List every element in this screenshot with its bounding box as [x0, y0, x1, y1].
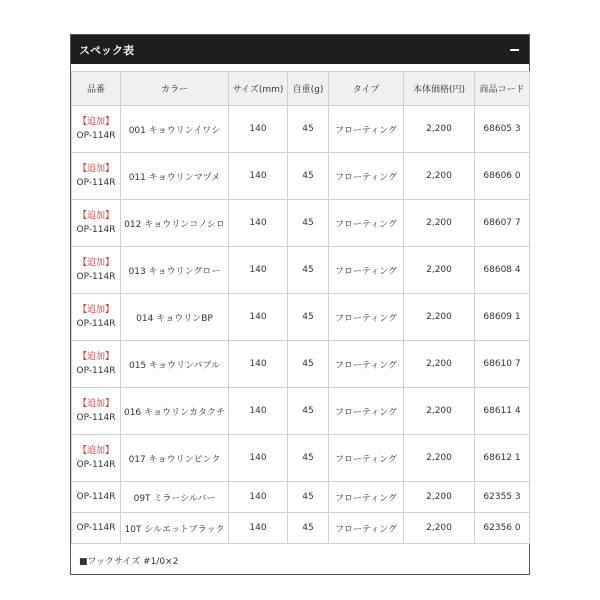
weight-cell: 45 [288, 200, 329, 247]
spec-panel [70, 34, 530, 575]
size-cell: 140 [229, 153, 288, 200]
table-row [72, 482, 530, 513]
table-row [72, 153, 530, 200]
collapse-icon[interactable] [510, 49, 519, 51]
type-cell: フローティング [329, 513, 404, 544]
product-code-cell: 68612 1 [475, 435, 530, 482]
table-row [72, 294, 530, 341]
type-cell: フローティング [329, 482, 404, 513]
color-cell: 013 キョウリングロー [121, 247, 229, 294]
type-cell: フローティング [329, 200, 404, 247]
weight-cell: 45 [288, 341, 329, 388]
table-row [72, 388, 530, 435]
size-cell: 140 [229, 482, 288, 513]
header-size: サイズ(mm) [229, 72, 288, 106]
part-number: OP-114R [76, 366, 116, 376]
new-tag: 【追加】 [77, 258, 114, 268]
type-cell: フローティング [329, 388, 404, 435]
new-tag: 【追加】 [77, 117, 114, 127]
table-row [72, 513, 530, 544]
color-cell: 016 キョウリンカタクチ [121, 388, 229, 435]
size-cell: 140 [229, 200, 288, 247]
weight-cell: 45 [288, 435, 329, 482]
type-cell: フローティング [329, 153, 404, 200]
header-price: 本体価格(円) [404, 72, 475, 106]
weight-cell: 45 [288, 106, 329, 153]
color-cell: 012 キョウリンコノシロ [121, 200, 229, 247]
part-number: OP-114R [76, 460, 116, 470]
part-number: OP-114R [76, 413, 116, 423]
weight-cell: 45 [288, 482, 329, 513]
price-cell: 2,200 [404, 200, 475, 247]
weight-cell: 45 [288, 513, 329, 544]
part-number-cell: OP-114R [72, 513, 121, 544]
header-part-number: 品番 [72, 72, 121, 106]
size-cell: 140 [229, 106, 288, 153]
color-cell: 09T ミラーシルバー [121, 482, 229, 513]
type-cell: フローティング [329, 247, 404, 294]
type-cell: フローティング [329, 294, 404, 341]
type-cell: フローティング [329, 435, 404, 482]
new-tag: 【追加】 [77, 164, 114, 174]
table-header-row [72, 72, 530, 106]
part-number-cell [72, 388, 121, 435]
product-code-cell: 68608 4 [475, 247, 530, 294]
product-code-cell: 62356 0 [475, 513, 530, 544]
table-row [72, 341, 530, 388]
part-number-cell [72, 200, 121, 247]
new-tag: 【追加】 [77, 305, 114, 315]
table-row [72, 435, 530, 482]
size-cell: 140 [229, 388, 288, 435]
part-number-cell [72, 153, 121, 200]
size-cell: 140 [229, 341, 288, 388]
header-weight: 自重(g) [288, 72, 329, 106]
price-cell: 2,200 [404, 482, 475, 513]
weight-cell: 45 [288, 388, 329, 435]
header-product-code: 商品コード [475, 72, 530, 106]
new-tag: 【追加】 [77, 446, 114, 456]
product-code-cell: 68610 7 [475, 341, 530, 388]
panel-header [71, 35, 529, 64]
table-row [72, 247, 530, 294]
part-number-cell [72, 435, 121, 482]
part-number-cell [72, 294, 121, 341]
panel-title: スペック表 [79, 43, 134, 57]
part-number-cell [72, 106, 121, 153]
header-type: タイプ [329, 72, 404, 106]
color-cell: 001 キョウリンイワシ [121, 106, 229, 153]
weight-cell: 45 [288, 247, 329, 294]
part-number: OP-114R [76, 131, 116, 141]
part-number: OP-114R [76, 225, 116, 235]
color-cell: 011 キョウリンマヅメ [121, 153, 229, 200]
part-number: OP-114R [76, 319, 116, 329]
header-color: カラー [121, 72, 229, 106]
price-cell: 2,200 [404, 153, 475, 200]
product-code-cell: 68605 3 [475, 106, 530, 153]
color-cell: 015 キョウリンパブル [121, 341, 229, 388]
part-number: OP-114R [76, 272, 116, 282]
table-row [72, 200, 530, 247]
price-cell: 2,200 [404, 435, 475, 482]
new-tag: 【追加】 [77, 352, 114, 362]
hook-size-note: ■フックサイズ #1/0×2 [79, 557, 179, 567]
new-tag: 【追加】 [77, 399, 114, 409]
type-cell: フローティング [329, 341, 404, 388]
part-number: OP-114R [76, 178, 116, 188]
color-cell: 017 キョウリンピンク [121, 435, 229, 482]
price-cell: 2,200 [404, 106, 475, 153]
price-cell: 2,200 [404, 341, 475, 388]
type-cell: フローティング [329, 106, 404, 153]
product-code-cell: 68609 1 [475, 294, 530, 341]
part-number-cell [72, 341, 121, 388]
size-cell: 140 [229, 294, 288, 341]
product-code-cell: 62355 3 [475, 482, 530, 513]
spec-table-wrap [71, 71, 529, 544]
product-code-cell: 68606 0 [475, 153, 530, 200]
part-number-cell: OP-114R [72, 482, 121, 513]
table-row [72, 106, 530, 153]
spec-table [71, 71, 530, 544]
weight-cell: 45 [288, 294, 329, 341]
color-cell: 10T シルエットブラック [121, 513, 229, 544]
part-number-cell [72, 247, 121, 294]
product-code-cell: 68607 7 [475, 200, 530, 247]
size-cell: 140 [229, 247, 288, 294]
color-cell: 014 キョウリンBP [121, 294, 229, 341]
price-cell: 2,200 [404, 513, 475, 544]
price-cell: 2,200 [404, 294, 475, 341]
size-cell: 140 [229, 435, 288, 482]
product-code-cell: 68611 4 [475, 388, 530, 435]
new-tag: 【追加】 [77, 211, 114, 221]
size-cell: 140 [229, 513, 288, 544]
price-cell: 2,200 [404, 247, 475, 294]
price-cell: 2,200 [404, 388, 475, 435]
weight-cell: 45 [288, 153, 329, 200]
